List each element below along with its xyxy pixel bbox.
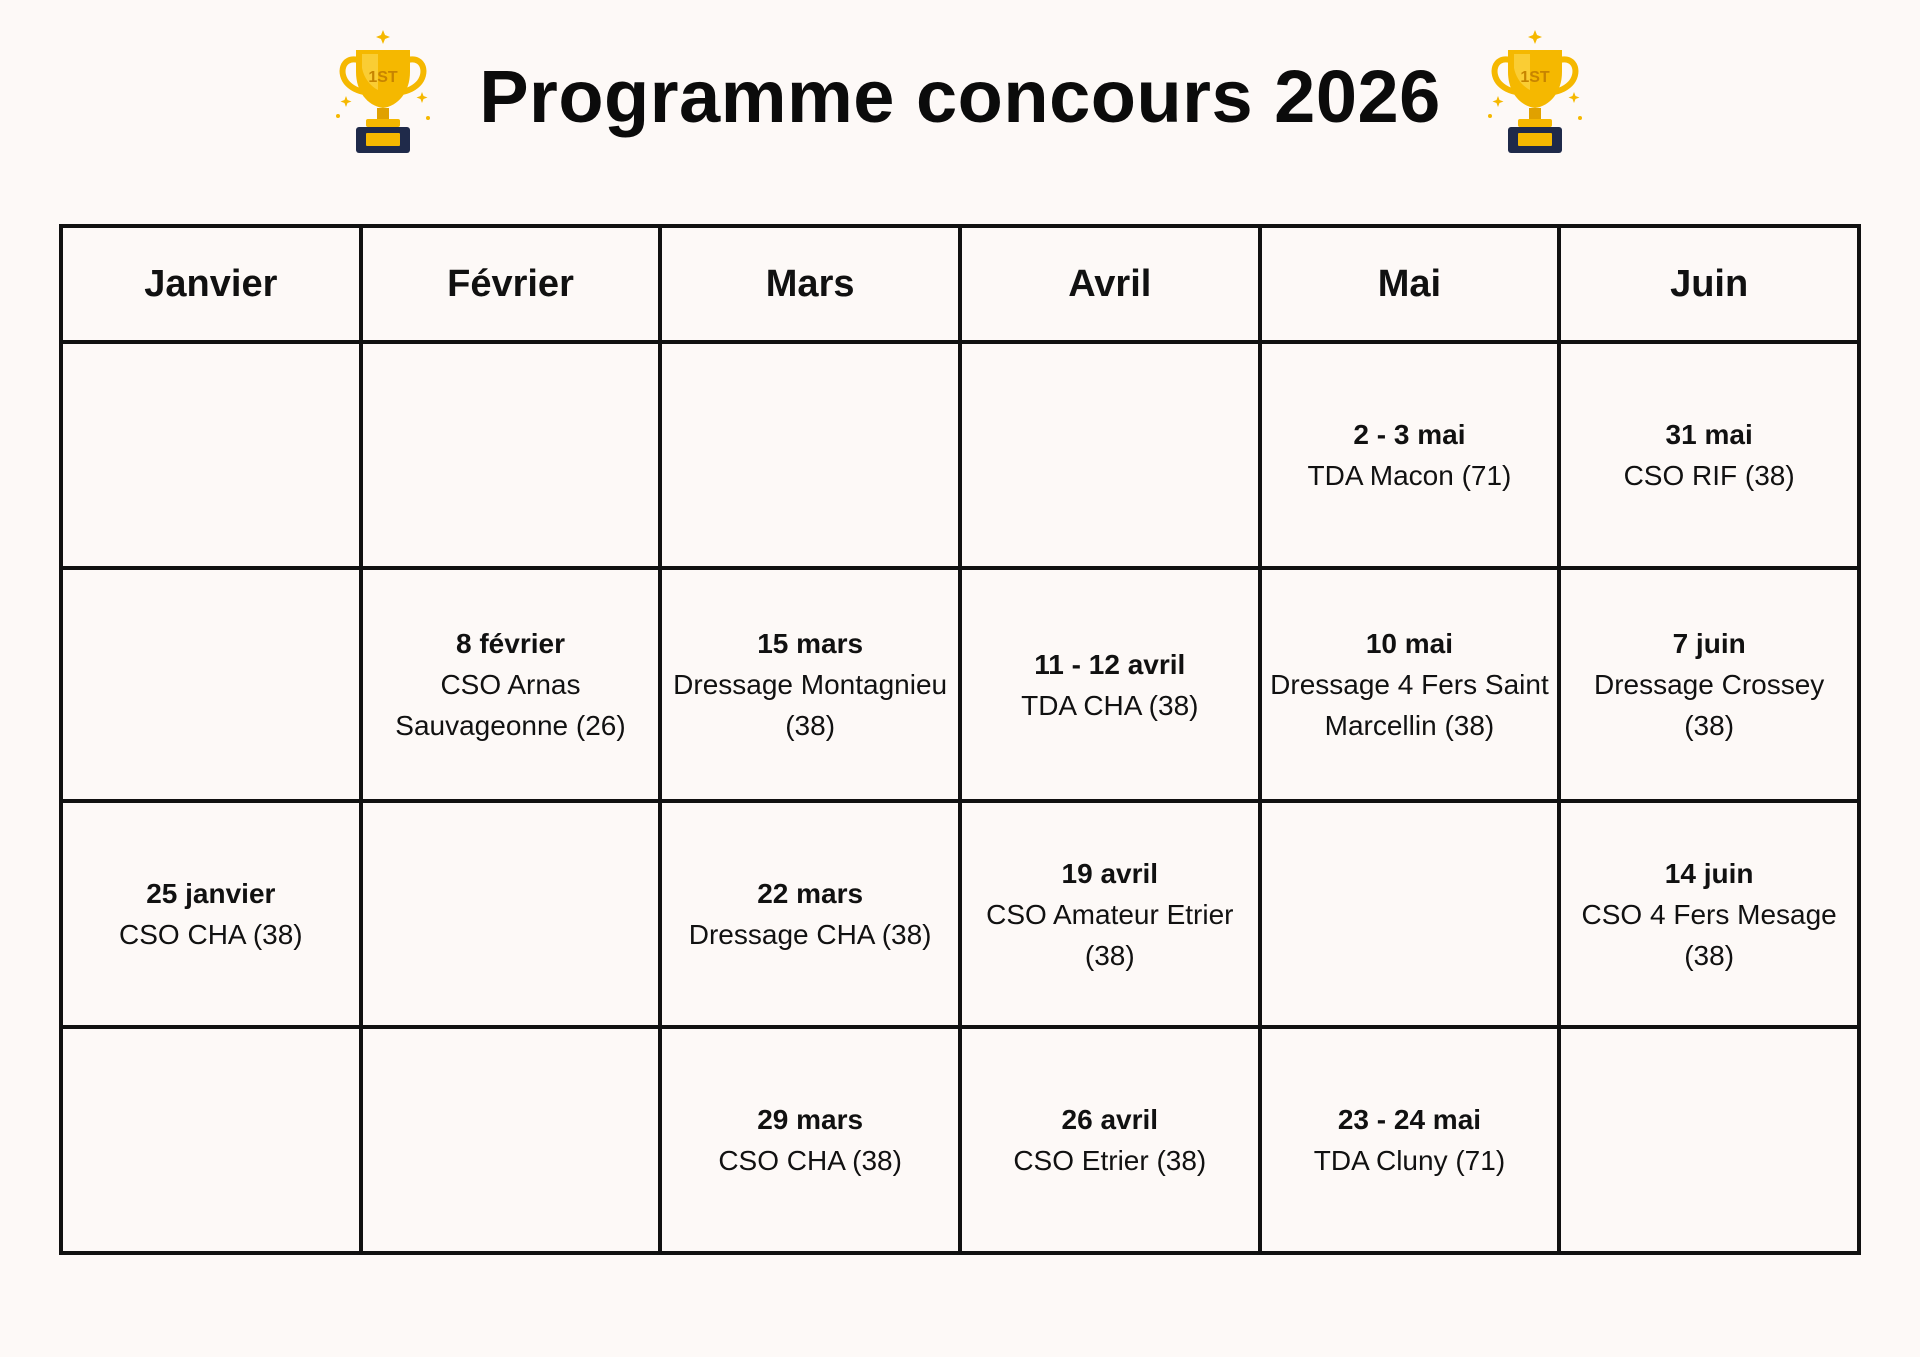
event-name: TDA CHA (38) — [1021, 689, 1199, 721]
schedule-table — [59, 224, 1861, 1255]
empty-cell — [960, 342, 1260, 568]
event-cell — [960, 1027, 1260, 1253]
empty-cell — [361, 801, 661, 1027]
event-cell — [960, 568, 1260, 801]
month-header: Mars — [660, 226, 960, 342]
event-cell — [1559, 568, 1859, 801]
header — [0, 0, 1920, 200]
event-name: Dressage CHA (38) — [688, 919, 932, 950]
empty-cell — [1559, 1027, 1859, 1253]
trophy-badge-text: 1ST — [1520, 69, 1550, 86]
event-cell — [361, 568, 661, 801]
event-date: 15 mars — [757, 628, 864, 659]
event-cell — [660, 568, 960, 801]
event-date: 22 mars — [757, 878, 864, 909]
event-date: 23 - 24 mai — [1337, 1104, 1482, 1135]
table-row — [61, 801, 1859, 1027]
event-name: CSO Arnas Sauvageonne (26) — [395, 669, 626, 741]
event-cell — [1260, 568, 1560, 801]
month-header: Avril — [960, 226, 1260, 342]
event-date: 7 juin — [1672, 628, 1746, 659]
trophy-icon — [1480, 26, 1590, 158]
event-cell — [660, 1027, 960, 1253]
event-name: CSO Amateur Etrier (38) — [986, 898, 1234, 971]
month-header: Juin — [1559, 226, 1859, 342]
event-cell — [1260, 342, 1560, 568]
event-cell — [660, 801, 960, 1027]
event-date: 29 mars — [757, 1104, 864, 1135]
month-header: Février — [361, 226, 661, 342]
event-name: Dressage Crossey (38) — [1593, 669, 1825, 741]
event-name: Dressage 4 Fers Saint Marcellin (38) — [1270, 669, 1549, 741]
event-date: 31 mai — [1665, 419, 1753, 450]
event-name: CSO CHA (38) — [718, 1145, 902, 1176]
page-title: Programme concours 2026 — [479, 55, 1441, 138]
empty-cell — [61, 1027, 361, 1253]
event-cell — [1559, 801, 1859, 1027]
event-cell — [61, 801, 361, 1027]
month-header: Janvier — [61, 226, 361, 342]
table-row — [61, 568, 1859, 801]
event-date: 25 janvier — [146, 878, 276, 909]
event-name: Dressage Montagnieu (38) — [673, 669, 948, 741]
empty-cell — [61, 342, 361, 568]
event-date: 8 février — [456, 628, 565, 659]
month-header: Mai — [1260, 226, 1560, 342]
empty-cell — [61, 568, 361, 801]
event-date: 11 - 12 avril — [1034, 648, 1186, 680]
empty-cell — [361, 1027, 661, 1253]
event-name: CSO Etrier (38) — [1013, 1145, 1207, 1176]
event-name: TDA Macon (71) — [1307, 460, 1512, 491]
event-cell — [1559, 342, 1859, 568]
event-name: CSO 4 Fers Mesage (38) — [1581, 898, 1837, 971]
event-date: 19 avril — [1061, 857, 1159, 889]
event-cell — [1260, 1027, 1560, 1253]
event-name: CSO CHA (38) — [119, 919, 303, 950]
event-date: 2 - 3 mai — [1353, 419, 1466, 450]
event-date: 26 avril — [1061, 1104, 1159, 1135]
month-header-row — [61, 226, 1859, 342]
table-row — [61, 1027, 1859, 1253]
event-name: TDA Cluny (71) — [1313, 1145, 1506, 1176]
event-date: 14 juin — [1664, 857, 1754, 889]
empty-cell — [361, 342, 661, 568]
trophy-badge-text: 1ST — [368, 69, 398, 86]
event-date: 10 mai — [1365, 628, 1454, 659]
event-cell — [960, 801, 1260, 1027]
empty-cell — [1260, 801, 1560, 1027]
event-name: CSO RIF (38) — [1623, 460, 1795, 491]
empty-cell — [660, 342, 960, 568]
table-row — [61, 342, 1859, 568]
